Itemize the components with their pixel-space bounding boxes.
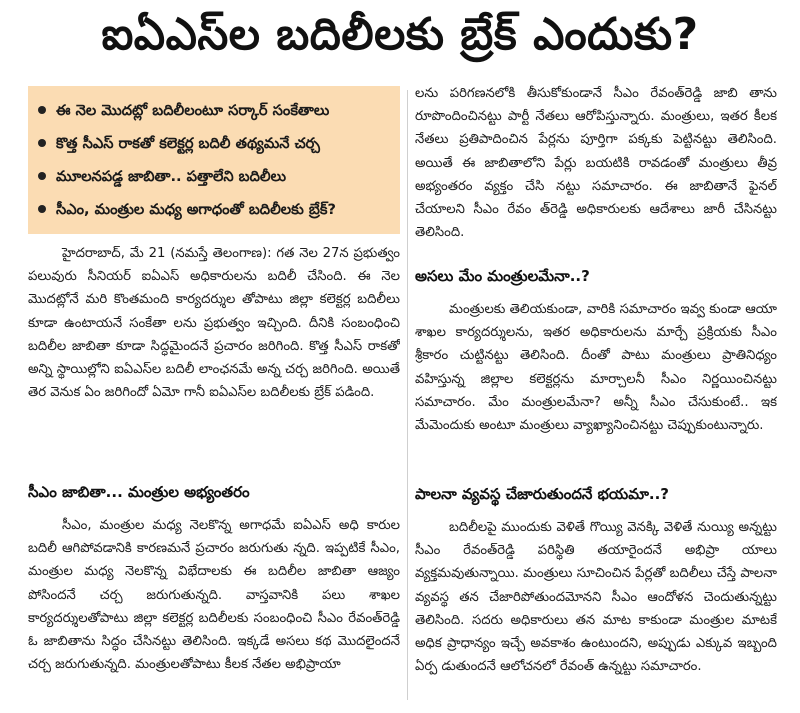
subheading-ministers: అసలు మేం మంత్రులమేనా..? (415, 267, 590, 285)
continuation-paragraph: లను పరిగణనలోకి తీసుకోకుండానే సీఎం రేవంత్‌రెడ్డి జాబి తాను రూపొందించినట్టు పార్టీ నేతలు ఆరోపిస్తున్నారు. మంత్రులు, ఇతర కీలక నేతలు ప్రతిపాదించిన పేర్లను పూర్తిగా పక్కకు పెట్టినట్టు తెలిసింది. అయితే ఈ జాబితాలోని పేర్లు బయటికి రావడంతో మంత్రులు తీవ్ర అభ్యంతరం వ్యక్తం చేసి నట్టు సమాచారం. ఈ జాబితానే ఫైనల్‌ చేయాలని సీఎం రేవం త్‌రెడ్డి అధికారులకు ఆదేశాలు జారీ చేసినట్టు తెలిసింది. (415, 86, 777, 241)
highlight-item (34, 193, 394, 226)
body-paragraph: బదిలీలపై ముందుకు వెళితే గొయ్యి వెనక్కి వెళితే నుయ్యి అన్నట్టు సీఎం రేవంత్‌రెడ్డి పరిస్థితి తయారైందనే అభిప్రా యాలు వ్యక్తమవుతున్నాయి. మంత్రులు సూచించిన పేర్లతో బదిలీలు చేస్తే పాలనా వ్యవస్థ తన చేజారిపోతుందమోనని సీఎం ఆందోళన చెందుతున్నట్టు తెలిసింది. సదరు అధికారులు తన మాట కాకుండా మంత్రుల మాటకే అధిక ప్రాధాన్యం ఇచ్చే అవకాశం ఉంటుందని, అప్పుడు ఎక్కువ ఇబ్బంది ఏర్ప డుతుందనే ఆలోచనలో రేవంత్‌ ఉన్నట్టు సమాచారం. (415, 520, 777, 675)
bullet-icon (38, 106, 46, 114)
highlight-item (34, 160, 394, 193)
subheading-cm-list: సీఎం జాబితా... మంత్రుల అభ్యంతరం (28, 483, 250, 501)
highlight-text: మూలనపడ్డ జాబితా.. పత్తాలేని బదిలీలు (56, 168, 287, 185)
right-column (415, 82, 777, 702)
highlights-box (28, 86, 400, 234)
left-column (28, 86, 400, 713)
column-divider (407, 90, 408, 700)
highlight-item (34, 127, 394, 160)
highlight-text: సీఎం, మంత్రుల మధ్య అగాధంతో బదిలీలకు బ్రేక్‌? (56, 201, 336, 218)
subheading-administration: పాలనా వ్యవస్థ చేజారుతుందనే భయమా..? (415, 485, 670, 503)
highlight-text: కొత్త సీఎస్‌ రాకతో కలెక్టర్ల బదిలీ తథ్యమనే చర్చ (56, 135, 320, 152)
highlight-item (34, 94, 394, 127)
bullet-icon (38, 172, 46, 180)
bullet-icon (38, 139, 46, 147)
body-paragraph: సీఎం, మంత్రుల మధ్య నెలకొన్న అగాధమే ఐఏఎస్‌ అధి కారుల బదిలీ ఆగిపోవడానికి కారణమనే ప్రచారం జరుగుతు న్నది. ఇప్పటికే సీఎం, మంత్రుల మధ్య నెలకొన్న విభేదాలకు ఈ బదిలీల జాబితా ఆజ్యం పోసిందనే చర్చ జరుగుతున్నది. వాస్తవానికి పలు శాఖల కార్యదర్శులతోపాటు జిల్లా కలెక్టర్ల బదిలీలకు సంబంధించి సీఎం రేవంత్‌రెడ్డి ఓ జాబితాను సిద్ధం చేసినట్టు తెలిసింది. ఇక్కడే అసలు కథ మొదలైందనే చర్చ జరుగుతున్నది. మంత్రులతోపాటు కీలక నేతల అభిప్రాయా (28, 518, 400, 673)
intro-paragraph: హైదరాబాద్‌, మే 21 (నమస్తే తెలంగాణ): గత నెల 27న ప్రభుత్వం పలువురు సీనియర్‌ ఐఏఎస్‌ అధికారులను బదిలీ చేసింది. ఈ నెల మొదట్లోనే మరి కొంతమంది కార్యదర్శుల తోపాటు జిల్లా కలెక్టర్ల బదిలీలు కూడా ఉంటాయనే సంకేతా లను ప్రభుత్వం ఇచ్చింది. దీనికి సంబంధించి బదిలీల జాబితా కూడా సిద్ధమైందనే ప్రచారం జరిగింది. కొత్త సీఎస్‌ రాకతో అన్ని స్థాయిల్లోని ఐఏఎస్‌ల బదిలీ లాంఛనమే అన్న చర్చ జరిగింది. అయితే తెర వెనుక ఏం జరిగిందో ఏమో గానీ ఐఏఎస్‌ల బదిలీలకు బ్రేక్‌ పడింది. (28, 246, 400, 401)
highlight-text: ఈ నెల మొదట్లో బదిలీలంటూ సర్కార్‌ సంకేతాలు (56, 102, 330, 119)
bullet-icon (38, 205, 46, 213)
article-headline: ఐఏఎస్‌ల బదిలీలకు బ్రేక్‌ ఎందుకు? (101, 9, 699, 60)
body-paragraph: మంత్రులకు తెలియకుండా, వారికి సమాచారం ఇవ్వ కుండా ఆయా శాఖల కార్యదర్శులను, ఇతర అధికారులను మార్చే ప్రక్రియకు సీఎం శ్రీకారం చుట్టినట్టు తెలిసింది. దీంతో పాటు మంత్రులు ప్రాతినిధ్యం వహిస్తున్న జిల్లాల కలెక్టర్లను మార్చాలనీ సీఎం నిర్ణయించినట్టు సమాచారం. మేం మంత్రులమేనా? అన్నీ సీఎం చేసుకుంటే.. ఇక మేమెందుకు అంటూ మంత్రులు వ్యాఖ్యానించినట్టు చెప్పుకుంటున్నారు. (415, 302, 777, 434)
